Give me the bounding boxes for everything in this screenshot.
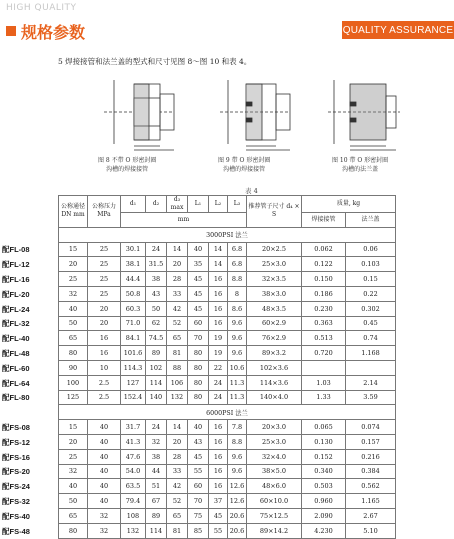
table-cell: 0.103 <box>346 257 396 272</box>
header-mass-weld: 焊接接管 <box>302 213 346 228</box>
table-cell: 24 <box>209 390 228 405</box>
table-cell: 127 <box>121 375 146 390</box>
table-cell: 16 <box>209 286 228 301</box>
table-cell: 11.3 <box>228 375 247 390</box>
table-cell: 0.384 <box>346 464 396 479</box>
table-cell: 0.503 <box>302 479 346 494</box>
model-label: 配FL-20 <box>2 289 30 299</box>
table-cell: 38×3.0 <box>247 286 302 301</box>
section-header-row <box>59 405 396 420</box>
table-cell: 40 <box>88 464 121 479</box>
table-cell: 32 <box>146 434 167 449</box>
table-cell: 22 <box>209 360 228 375</box>
table-cell: 5.10 <box>346 523 396 538</box>
watermark-text: HIGH QUALITY <box>6 3 77 13</box>
table-cell: 0.720 <box>302 346 346 361</box>
table-cell: 38×5.0 <box>247 464 302 479</box>
table-cell: 40 <box>59 479 88 494</box>
table-cell: 52 <box>167 316 188 331</box>
table-row <box>59 390 396 405</box>
table-cell <box>302 360 346 375</box>
table-cell: 60 <box>188 316 209 331</box>
header-mass: 质量, kg <box>302 196 396 213</box>
table-cell: 40 <box>88 494 121 509</box>
table-cell: 40 <box>188 420 209 435</box>
table-row <box>59 301 396 316</box>
table-row <box>59 420 396 435</box>
table-cell: 0.157 <box>346 434 396 449</box>
table-row <box>59 360 396 375</box>
table-cell: 20 <box>59 257 88 272</box>
table-cell: 65 <box>167 331 188 346</box>
table-cell: 45 <box>209 508 228 523</box>
table-cell: 102×3.6 <box>247 360 302 375</box>
table-cell: 24 <box>209 375 228 390</box>
table-cell: 70 <box>188 331 209 346</box>
table-cell: 14 <box>167 420 188 435</box>
table-cell: 80 <box>188 360 209 375</box>
table-cell: 65 <box>167 508 188 523</box>
table-cell: 9.6 <box>228 331 247 346</box>
table-cell: 80 <box>188 390 209 405</box>
model-label: 配FL-24 <box>2 304 30 314</box>
table-cell: 152.4 <box>121 390 146 405</box>
table-cell: 60.3 <box>121 301 146 316</box>
table-row <box>59 331 396 346</box>
header-l3: L₃ <box>228 196 247 213</box>
table-cell: 79.4 <box>121 494 146 509</box>
table-cell: 89 <box>146 508 167 523</box>
table-cell: 50 <box>146 301 167 316</box>
table-body <box>59 227 396 538</box>
model-label: 配FL-16 <box>2 275 30 285</box>
table-cell: 9.6 <box>228 316 247 331</box>
table-cell: 42 <box>167 479 188 494</box>
table-row <box>59 494 396 509</box>
table-cell: 0.065 <box>302 420 346 435</box>
table-cell: 80 <box>59 346 88 361</box>
table-cell: 0.513 <box>302 331 346 346</box>
table-cell: 16 <box>209 420 228 435</box>
table-cell: 2.090 <box>302 508 346 523</box>
table-cell: 2.5 <box>88 375 121 390</box>
table-cell: 4.230 <box>302 523 346 538</box>
table-cell: 19 <box>209 331 228 346</box>
figure-10-caption-2: 沟槽的法兰盖 <box>342 166 379 173</box>
table-cell: 0.302 <box>346 301 396 316</box>
table-cell: 16 <box>209 449 228 464</box>
table-cell: 0.363 <box>302 316 346 331</box>
table-cell: 80 <box>188 346 209 361</box>
table-cell: 114.3 <box>121 360 146 375</box>
table-title: 表 4 <box>245 187 258 195</box>
table-cell: 106 <box>167 375 188 390</box>
table-cell: 1.168 <box>346 346 396 361</box>
header-d2: d₂ <box>146 196 167 213</box>
table-cell: 40 <box>88 479 121 494</box>
table-cell: 50 <box>59 316 88 331</box>
table-cell: 32 <box>59 464 88 479</box>
table-cell: 25 <box>88 257 121 272</box>
table-cell: 16 <box>88 331 121 346</box>
table-cell: 6.8 <box>228 242 247 257</box>
table-cell: 10 <box>88 360 121 375</box>
table-cell: 20×2.5 <box>247 242 302 257</box>
table-cell: 80 <box>188 375 209 390</box>
table-cell: 25 <box>59 449 88 464</box>
model-label: 配FS-08 <box>2 423 30 433</box>
table-row <box>59 449 396 464</box>
table-cell: 60×10.0 <box>247 494 302 509</box>
table-cell: 0.152 <box>302 449 346 464</box>
table-cell: 48×3.5 <box>247 301 302 316</box>
table-cell: 11.3 <box>228 390 247 405</box>
figure-8-caption-2: 沟槽的焊接接管 <box>106 166 149 173</box>
spec-table <box>58 195 396 539</box>
header-pipe: 推荐管子尺寸 d₄ × S <box>247 196 302 228</box>
header-d3: d₃ max <box>167 196 188 213</box>
table-cell: 32 <box>59 286 88 301</box>
table-cell: 0.130 <box>302 434 346 449</box>
table-row <box>59 508 396 523</box>
table-cell: 0.960 <box>302 494 346 509</box>
table-cell: 20 <box>88 301 121 316</box>
model-label: 配FS-24 <box>2 482 30 492</box>
table-cell: 40 <box>88 434 121 449</box>
table-cell: 81 <box>167 523 188 538</box>
table-cell: 8.8 <box>228 272 247 287</box>
table-cell: 9.6 <box>228 449 247 464</box>
table-row <box>59 316 396 331</box>
table-cell: 44 <box>146 464 167 479</box>
table-row <box>59 286 396 301</box>
table-cell: 25×3.0 <box>247 434 302 449</box>
table-cell: 50.8 <box>121 286 146 301</box>
table-cell: 28 <box>167 272 188 287</box>
table-cell: 1.165 <box>346 494 396 509</box>
table-cell: 16 <box>209 301 228 316</box>
table-cell: 114 <box>146 523 167 538</box>
table-cell: 132 <box>121 523 146 538</box>
model-label: 配FS-16 <box>2 452 30 462</box>
table-row <box>59 257 396 272</box>
table-cell: 33 <box>167 286 188 301</box>
table-cell: 125 <box>59 390 88 405</box>
table-cell: 15 <box>59 242 88 257</box>
weld-pipe-oring-drawing-icon <box>210 72 300 154</box>
table-cell: 89×3.2 <box>247 346 302 361</box>
table-cell: 20 <box>167 434 188 449</box>
table-cell: 30.1 <box>121 242 146 257</box>
table-cell: 85 <box>188 523 209 538</box>
figure-8 <box>94 72 184 173</box>
table-cell: 3.59 <box>346 390 396 405</box>
table-cell: 15 <box>59 420 88 435</box>
table-cell: 14 <box>209 242 228 257</box>
figure-row <box>60 72 450 184</box>
table-cell: 63.5 <box>121 479 146 494</box>
table-cell: 20 <box>167 257 188 272</box>
intro-text: 5 焊接接管和法兰盖的型式和尺寸见图 8～图 10 和表 4。 <box>58 57 252 66</box>
figure-10-caption-1: 图 10 带 O 形密封圈 <box>332 157 389 164</box>
table-cell: 38 <box>146 449 167 464</box>
table-cell: 25 <box>88 272 121 287</box>
table-cell: 140 <box>146 390 167 405</box>
table-cell: 0.45 <box>346 316 396 331</box>
figure-10 <box>318 72 408 173</box>
table-row <box>59 434 396 449</box>
section-header-row <box>59 227 396 242</box>
table-cell: 52 <box>167 494 188 509</box>
table-cell: 16 <box>209 479 228 494</box>
table-cell: 8 <box>228 286 247 301</box>
table-row <box>59 523 396 538</box>
table-cell: 1.33 <box>302 390 346 405</box>
figure-9-caption-2: 沟槽的焊接接管 <box>223 166 266 173</box>
table-cell: 81 <box>167 346 188 361</box>
table-cell: 28 <box>167 449 188 464</box>
model-label: 配FS-48 <box>2 526 30 536</box>
model-label: 配FS-40 <box>2 511 30 521</box>
table-cell: 0.186 <box>302 286 346 301</box>
table-cell: 50 <box>59 494 88 509</box>
table-cell: 40 <box>88 449 121 464</box>
top-banner <box>0 0 454 44</box>
table-cell: 24 <box>146 242 167 257</box>
section-title: 6000PSI 法兰 <box>59 405 396 420</box>
table-cell: 47.6 <box>121 449 146 464</box>
header-d1: d₁ <box>121 196 146 213</box>
table-cell: 132 <box>167 390 188 405</box>
table-cell: 24 <box>146 420 167 435</box>
table-cell: 6.8 <box>228 257 247 272</box>
table-cell: 51 <box>146 479 167 494</box>
table-cell: 42 <box>167 301 188 316</box>
table-cell: 20×3.0 <box>247 420 302 435</box>
table-cell: 88 <box>167 360 188 375</box>
header-pressure: 公称压力 MPa <box>88 196 121 228</box>
table-cell: 38.1 <box>121 257 146 272</box>
table-cell: 76×2.9 <box>247 331 302 346</box>
table-cell: 38 <box>146 272 167 287</box>
table-cell: 19 <box>209 346 228 361</box>
table-cell: 84.1 <box>121 331 146 346</box>
table-cell: 40 <box>88 420 121 435</box>
table-cell: 16 <box>209 316 228 331</box>
table-cell: 20.6 <box>228 508 247 523</box>
table-cell: 7.8 <box>228 420 247 435</box>
table-cell: 20.6 <box>228 523 247 538</box>
figure-8-caption-1: 图 8 不带 O 形密封圈 <box>98 157 157 164</box>
model-label: 配FS-12 <box>2 437 30 447</box>
table-row <box>59 272 396 287</box>
table-cell: 31.5 <box>146 257 167 272</box>
section-title: 3000PSI 法兰 <box>59 227 396 242</box>
table-cell: 1.03 <box>302 375 346 390</box>
table-cell: 32×3.5 <box>247 272 302 287</box>
table-cell: 100 <box>59 375 88 390</box>
table-cell: 101.6 <box>121 346 146 361</box>
table-cell: 20 <box>88 316 121 331</box>
table-cell: 31.7 <box>121 420 146 435</box>
table-cell: 89 <box>146 346 167 361</box>
table-cell: 2.67 <box>346 508 396 523</box>
table-cell: 0.062 <box>302 242 346 257</box>
table-cell: 37 <box>209 494 228 509</box>
table-cell: 16 <box>209 464 228 479</box>
table-cell: 0.340 <box>302 464 346 479</box>
header-l2: L₂ <box>209 196 228 213</box>
table-cell: 8.8 <box>228 434 247 449</box>
table-cell: 10.6 <box>228 360 247 375</box>
model-label: 配FL-08 <box>2 245 30 255</box>
table-cell: 75×12.5 <box>247 508 302 523</box>
table-cell: 60×2.9 <box>247 316 302 331</box>
table-cell: 43 <box>146 286 167 301</box>
model-label: 配FL-48 <box>2 349 30 359</box>
table-cell: 16 <box>209 272 228 287</box>
table-cell: 114×3.6 <box>247 375 302 390</box>
flange-cover-drawing-icon <box>318 72 408 154</box>
table-cell: 45 <box>188 286 209 301</box>
table-cell: 16 <box>88 346 121 361</box>
table-cell: 65 <box>59 331 88 346</box>
table-cell: 32×4.0 <box>247 449 302 464</box>
header-unit: mm <box>121 213 247 228</box>
table-cell: 40 <box>59 301 88 316</box>
table-cell: 35 <box>188 257 209 272</box>
model-label: 配FL-60 <box>2 363 30 373</box>
table-cell: 0.216 <box>346 449 396 464</box>
table-cell: 33 <box>167 464 188 479</box>
table-cell: 48×6.0 <box>247 479 302 494</box>
table-cell: 67 <box>146 494 167 509</box>
table-cell: 90 <box>59 360 88 375</box>
model-label: 配FS-20 <box>2 467 30 477</box>
table-cell: 65 <box>59 508 88 523</box>
table-row <box>59 479 396 494</box>
table-cell: 89×14.2 <box>247 523 302 538</box>
table-cell: 114 <box>146 375 167 390</box>
model-label: 配FL-32 <box>2 319 30 329</box>
table-cell: 25×3.0 <box>247 257 302 272</box>
header-mass-flange: 法兰盖 <box>346 213 396 228</box>
figure-9 <box>210 72 300 173</box>
table-cell: 12.6 <box>228 494 247 509</box>
table-cell: 25 <box>59 272 88 287</box>
model-label: 配FL-64 <box>2 378 30 388</box>
table-row <box>59 346 396 361</box>
table-cell <box>346 360 396 375</box>
table-cell: 55 <box>209 523 228 538</box>
model-label: 配FS-32 <box>2 497 30 507</box>
table-cell: 71.0 <box>121 316 146 331</box>
table-cell: 25 <box>88 242 121 257</box>
table-cell: 45 <box>188 301 209 316</box>
table-cell: 0.74 <box>346 331 396 346</box>
table-cell: 45 <box>188 449 209 464</box>
model-label: 配FL-40 <box>2 334 30 344</box>
table-row <box>59 464 396 479</box>
table-cell: 2.5 <box>88 390 121 405</box>
table-cell: 16 <box>209 434 228 449</box>
table-cell: 32 <box>88 523 121 538</box>
section-title: 规格参数 <box>21 23 86 42</box>
header-l1: L₁ <box>188 196 209 213</box>
table-cell: 108 <box>121 508 146 523</box>
table-cell: 75 <box>188 508 209 523</box>
table-cell: 14 <box>209 257 228 272</box>
table-cell: 2.14 <box>346 375 396 390</box>
table-cell: 9.6 <box>228 346 247 361</box>
table-cell: 62 <box>146 316 167 331</box>
table-cell: 140×4.0 <box>247 390 302 405</box>
table-cell: 0.230 <box>302 301 346 316</box>
table-cell: 41.3 <box>121 434 146 449</box>
header-dn: 公称通径 DN mm <box>59 196 88 228</box>
weld-pipe-drawing-icon <box>94 72 184 154</box>
table-cell: 9.6 <box>228 464 247 479</box>
table-cell: 80 <box>59 523 88 538</box>
table-cell: 0.22 <box>346 286 396 301</box>
table-cell: 0.15 <box>346 272 396 287</box>
figure-9-caption-1: 图 9 带 O 形密封圈 <box>218 157 271 164</box>
table-cell: 8.6 <box>228 301 247 316</box>
table-cell: 102 <box>146 360 167 375</box>
table-cell: 60 <box>188 479 209 494</box>
table-cell: 0.122 <box>302 257 346 272</box>
table-cell: 0.562 <box>346 479 396 494</box>
quality-assurance-badge: QUALITY ASSURANCE <box>342 21 454 39</box>
table-cell: 0.06 <box>346 242 396 257</box>
table-cell: 20 <box>59 434 88 449</box>
table-cell: 70 <box>188 494 209 509</box>
table-cell: 14 <box>167 242 188 257</box>
table-row <box>59 375 396 390</box>
table-row <box>59 242 396 257</box>
table-cell: 74.5 <box>146 331 167 346</box>
bullet-square-icon <box>6 26 16 36</box>
table-cell: 43 <box>188 434 209 449</box>
table-cell: 12.6 <box>228 479 247 494</box>
table-cell: 55 <box>188 464 209 479</box>
table-cell: 45 <box>188 272 209 287</box>
table-cell: 0.074 <box>346 420 396 435</box>
table-cell: 32 <box>88 508 121 523</box>
table-cell: 0.150 <box>302 272 346 287</box>
table-cell: 40 <box>188 242 209 257</box>
table-cell: 25 <box>88 286 121 301</box>
model-label: 配FL-12 <box>2 260 30 270</box>
table-cell: 44.4 <box>121 272 146 287</box>
model-label: 配FL-80 <box>2 393 30 403</box>
table-cell: 54.0 <box>121 464 146 479</box>
